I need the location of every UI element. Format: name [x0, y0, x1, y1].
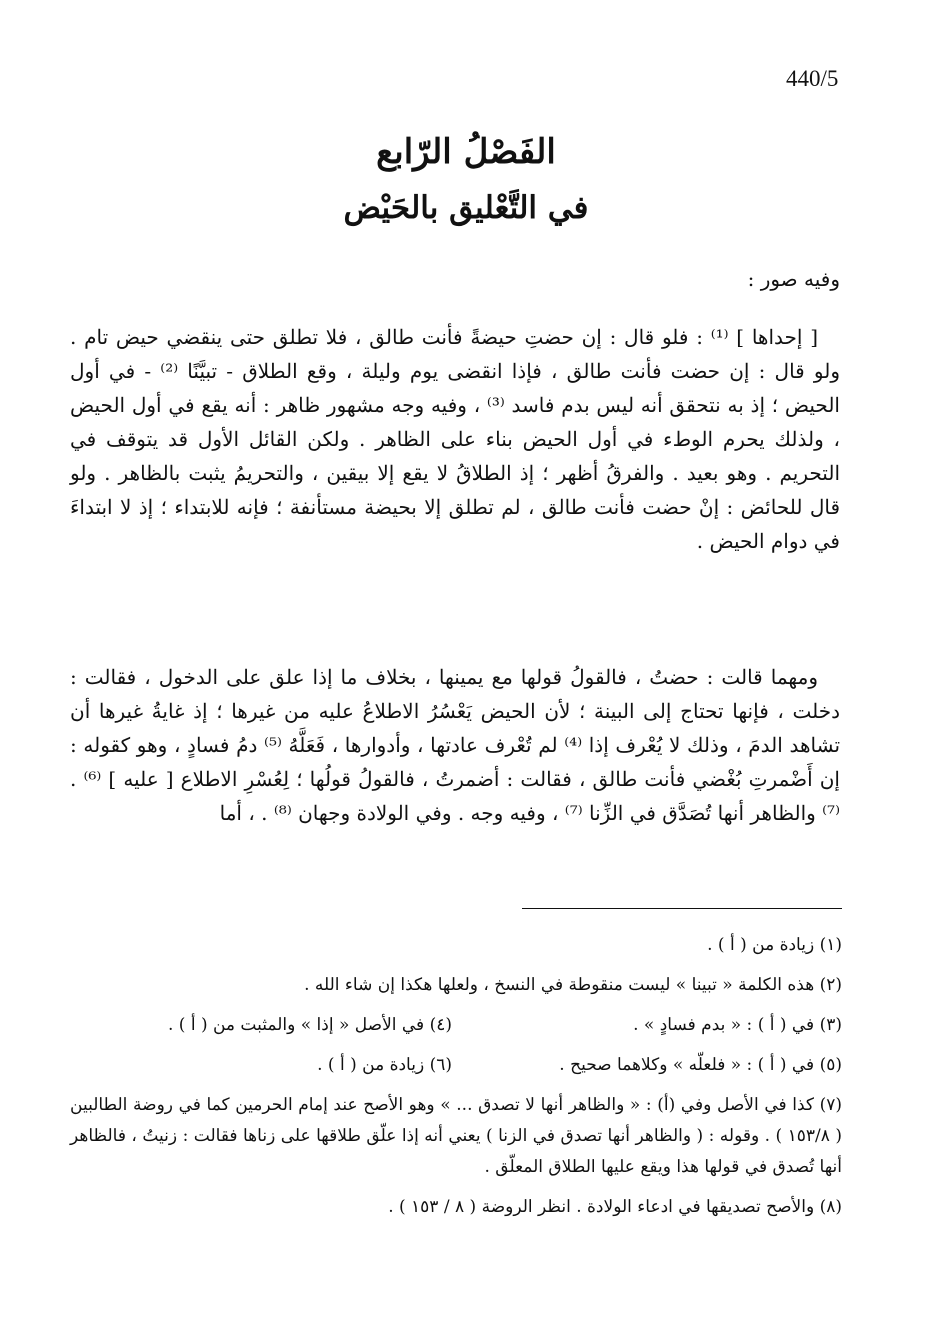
paragraph-second: ومهما قالت : حضتُ ، فالقولُ قولها مع يمينها ، بخلاف ما إذا علق على الدخول ، فقالت : دخلت ، فإنها تحتاج إلى البينة ؛ لأن الحيض يَعْسُرُ الاطلاعُ عليه من غيرها ؛ إذ غايةُ غيرها أن تشاهد الدمَ ، وذلك لا يُعْرف إذا ⁽⁴⁾ لم تُعْرف عادتها ، وأدوارها ، فَعَلَّهُ ⁽⁵⁾ دمُ فسادٍ ، وهو كقوله : إن أَضْمرتِ بُغْضي فأنت طالق ، فقالت : أضمرتُ ، فالقولُ قولُها ؛ لِعُسْرِ الاطلاع [ عليه ] ⁽⁶⁾ . ⁽⁷⁾ والظاهر أنها تُصَدَّق في الزِّنا ⁽⁷⁾ ، وفيه وجه . وفي الولادة وجهان ⁽⁸⁾ . ، أما	[70, 665, 841, 825]
footnote-row-3-4	[70, 1010, 842, 1041]
footnote-2: (٢) هذه الكلمة « تبينا » ليست منقوطة في النسخ ، ولعلها هكذا إن شاء الله .	[304, 975, 842, 995]
footnote-3: (٣) في ( أ ) : « بدم فسادٍ » .	[633, 1015, 842, 1035]
footnote-row-5-6	[70, 1050, 842, 1081]
footnote-5: (٥) في ( أ ) : « فلعلّه » وكلاهما صحيح .	[559, 1055, 842, 1075]
chapter-title: الفَصْلُ الرّابع	[376, 132, 556, 172]
footnotes	[70, 930, 842, 1232]
intro-line: وفيه صور :	[747, 267, 840, 291]
paragraph-first: [ إحداها ] ⁽¹⁾ : فلو قال : إن حضتِ حيضةً فأنت طالق ، فلا تطلق حتى ينقضي حيض تام . ولو قال : إن حضت فأنت طالق ، فإذا انقضى يوم وليلة ، وقع الطلاق - تبيَّنًا ⁽²⁾ - في أول الحيض ؛ إذ به نتحقق أنه ليس بدم فاسد ⁽³⁾ ، وفيه وجه مشهور ظاهر : أنه يقع في أول الحيض ، ولذلك يحرم الوطء في أول الحيض بناء على الظاهر . ولكن القائل الأول قد يتوقف في التحريم . وهو بعيد . والفرقُ أظهر ؛ إذ الطلاقُ لا يقع إلا بيقين ، والتحريمُ يثبت بالظاهر . ولو قال للحائض : إنْ حضت فأنت طالق ، لم تطلق إلا بحيضة مستأنفة ؛ فإنه للابتداء ؛ إذ لا ابتداءَ في دوام الحيض .	[70, 325, 840, 553]
footnote-6: (٦) زيادة من ( أ ) .	[317, 1055, 452, 1075]
page-number: 440/5	[786, 66, 839, 91]
footnote-1: (١) زيادة من ( أ ) .	[707, 935, 842, 955]
footnote-4: (٤) في الأصل « إذا » والمثبت من ( أ ) .	[167, 1015, 452, 1035]
footnote-8: (٨) والأصح تصديقها في ادعاء الولادة . انظر الروضة ( ٨ / ١٥٣ ) .	[388, 1197, 842, 1217]
chapter-subtitle: في التَّعْليق بالحَيْض	[343, 190, 589, 226]
footnote-7: (٧) كذا في الأصل وفي (أ) : « والظاهر أنها لا تصدق ... » وهو الأصح عند إمام الحرمين كما في روضة الطالبين ( ١٥٣/٨ ) . وقوله : ( والظاهر أنها تصدق في الزنا ) يعني أنه إذا علّق طلاقها على زناها فقالت : زنيتُ ، فالظاهر أنها تُصدق في قولها هذا ويقع عليها الطلاق المعلّق .	[70, 1095, 842, 1177]
footnote-separator	[522, 908, 842, 909]
